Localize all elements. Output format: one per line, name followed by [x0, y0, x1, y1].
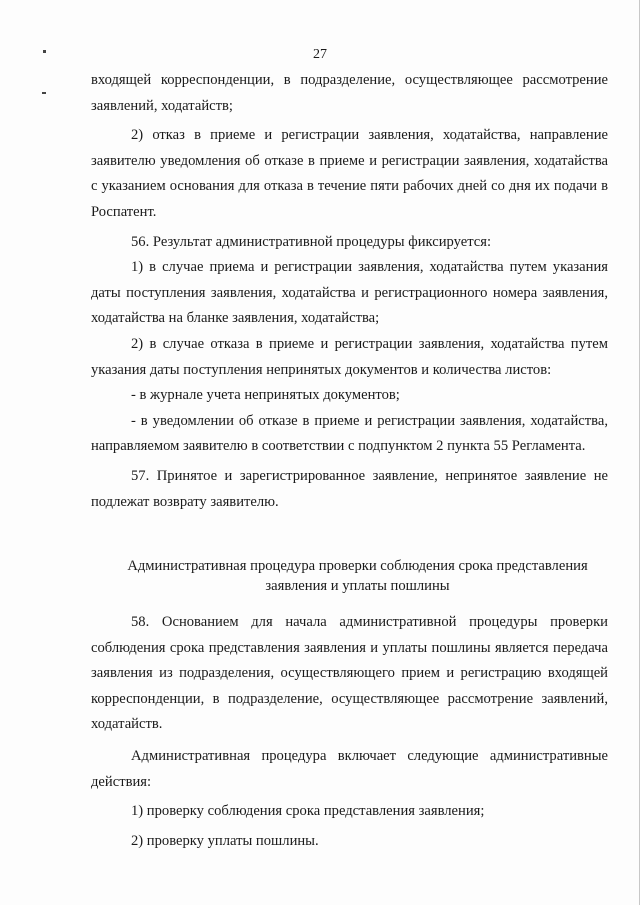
paragraph-continuation: входящей корреспонденции, в подразделение, осуществляющее рассмотрение заявлений, ходатайств;: [91, 72, 608, 114]
section-heading: Административная процедура проверки соблюдения срока представления заявления и уплаты пошлины: [127, 558, 588, 594]
text-block-top: [91, 68, 608, 515]
paragraph-56-2: 2) в случае отказа в приеме и регистрации заявления, ходатайства путем указания даты поступления непринятых документов и количества листов:: [91, 335, 608, 378]
scan-mark-bottom: [42, 92, 46, 94]
page-number: 27: [313, 47, 327, 62]
paragraph-57: 57. Принятое и зарегистрированное заявление, непринятое заявление не подлежат возврату заявителю.: [91, 467, 608, 510]
paragraph-refusal: 2) отказ в приеме и регистрации заявления, ходатайства, направление заявителю уведомления об отказе в приеме и регистрации заявления, ходатайства с указанием основания для отказа в течение пяти рабочих дней со дня их подачи в Роспатент.: [91, 127, 608, 220]
paragraph-notice: - в уведомлении об отказе в приеме и регистрации заявления, ходатайства, направляемом заявителю в соответствии с подпунктом 2 пункта 55 Регламента.: [91, 412, 608, 455]
paragraph-actions: Административная процедура включает следующие административные действия:: [91, 747, 608, 790]
paragraph-58: 58. Основанием для начала административной процедуры проверки соблюдения срока представления заявления и уплаты пошлины является передача заявления из подразделения, осуществляющего прием и регистрацию входящей корреспонденции, в подразделение, осуществляющее рассмотрение заявлений, ходатайств.: [91, 614, 608, 733]
paragraph-56: 56. Результат административной процедуры фиксируется:: [131, 233, 492, 250]
paragraph-action-2: 2) проверку уплаты пошлины.: [131, 832, 319, 849]
paragraph-56-1: 1) в случае приема и регистрации заявления, ходатайства путем указания даты поступления заявления, ходатайства и регистрационного номера заявления, ходатайства на бланке заявления, ходатайства;: [91, 259, 608, 327]
paragraph-journal: - в журнале учета непринятых документов;: [131, 387, 400, 404]
text-block-bottom: [91, 610, 608, 854]
paragraph-action-1: 1) проверку соблюдения срока представления заявления;: [131, 803, 485, 820]
